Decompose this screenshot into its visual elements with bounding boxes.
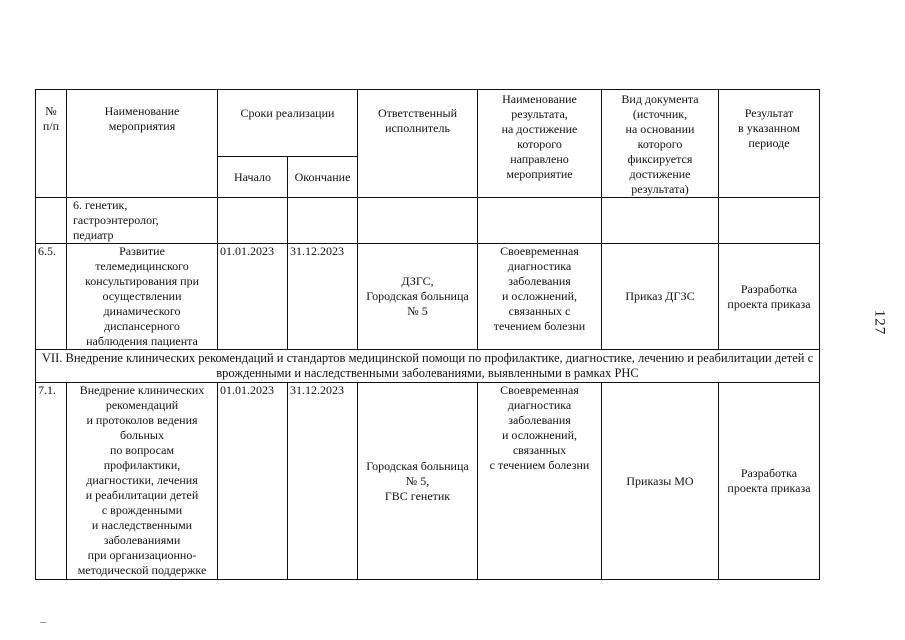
cell-result [719, 198, 820, 244]
table-row-6-5 [36, 244, 820, 350]
header-doc-type: Вид документа (источник, на основании которого фиксируется достижение результата) [602, 90, 719, 198]
header-period: Сроки реализации [218, 90, 358, 157]
header-num: № п/п [36, 90, 67, 198]
cell-doc-type [602, 198, 719, 244]
cell-result-name: Своевременная диагностика заболевания и осложнений, связанных с течением болезни [478, 383, 602, 580]
plan-table [35, 89, 820, 580]
header-row-1 [36, 90, 820, 157]
cell-num: 6.5. [36, 244, 67, 350]
header-result-name: Наименование результата, на достижение которого направлено мероприятие [478, 90, 602, 198]
cell-name: Внедрение клинических рекомендаций и протоколов ведения больных по вопросам профилактики, диагностики, лечения и реабилитации детей с врожденными и наследственными заболеваниями при организационно- методической поддержке [67, 383, 218, 580]
scan-mark [40, 622, 46, 623]
header-start: Начало [218, 156, 288, 197]
cell-num: 7.1. [36, 383, 67, 580]
cell-responsible [358, 198, 478, 244]
table-row-continuation [36, 198, 820, 244]
cell-name: Развитие телемедицинского консультирования при осуществлении динамического диспансерного наблюдения пациента [67, 244, 218, 350]
header-end: Окончание [288, 156, 358, 197]
cell-start: 01.01.2023 [218, 383, 288, 580]
section-heading: VII. Внедрение клинических рекомендаций и стандартов медицинской помощи по профилактике, диагностике, лечению и реабилитации детей с врожденными и наследственными заболеваниями, выявленными в рамках РНС [36, 350, 820, 383]
table-row-7-1 [36, 383, 820, 580]
cell-responsible: Городская больница № 5, ГВС генетик [358, 383, 478, 580]
cell-end: 31.12.2023 [288, 383, 358, 580]
cell-responsible: ДЗГС, Городская больница № 5 [358, 244, 478, 350]
cell-result: Разработка проекта приказа [719, 383, 820, 580]
page-number: 127 [871, 309, 888, 336]
cell-doc-type: Приказы МО [602, 383, 719, 580]
cell-end: 31.12.2023 [288, 244, 358, 350]
cell-start [218, 198, 288, 244]
header-name: Наименование мероприятия [67, 90, 218, 198]
header-result: Результат в указанном периоде [719, 90, 820, 198]
plan-table-container [35, 89, 819, 580]
cell-name: 6. генетик, гастроэнтеролог, педиатр [67, 198, 218, 244]
header-responsible: Ответственный исполнитель [358, 90, 478, 198]
cell-num [36, 198, 67, 244]
cell-result: Разработка проекта приказа [719, 244, 820, 350]
cell-result-name: Своевременная диагностика заболевания и осложнений, связанных с течением болезни [478, 244, 602, 350]
cell-doc-type: Приказ ДГЗС [602, 244, 719, 350]
cell-start: 01.01.2023 [218, 244, 288, 350]
cell-result-name [478, 198, 602, 244]
cell-end [288, 198, 358, 244]
section-row-vii [36, 350, 820, 383]
